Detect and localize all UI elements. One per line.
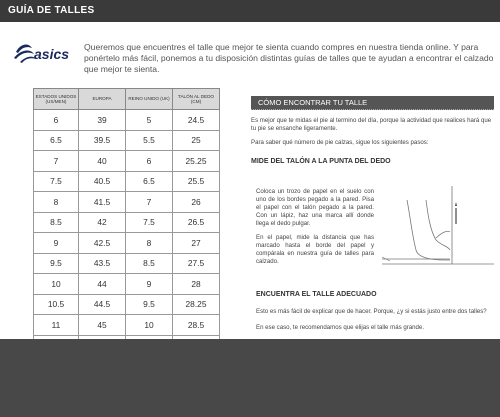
cell-uk: 9: [126, 274, 173, 295]
asics-logo: [12, 38, 74, 66]
cell-europe: 44.5: [79, 294, 126, 315]
fit-section: [256, 291, 494, 332]
table-row: [34, 315, 220, 336]
table-row: [34, 253, 220, 274]
cell-uk: 7: [126, 192, 173, 213]
cell-us: 8.5: [34, 212, 79, 233]
cell-cm: 26.5: [173, 212, 220, 233]
cell-us: 7.5: [34, 171, 79, 192]
cell-us: 9: [34, 233, 79, 254]
cell-cm: 25.25: [173, 151, 220, 172]
header-us: ESTADOS UNIDOS (US/MEN): [34, 89, 79, 110]
cell-us: 10.5: [34, 294, 79, 315]
table-header-row: [34, 89, 220, 110]
cell-uk: 10: [126, 315, 173, 336]
cell-europe: 42.5: [79, 233, 126, 254]
guide-subtext: Para saber qué número de pie calzas, sigue los siguientes pasos:: [251, 139, 429, 146]
cell-uk: 6: [126, 151, 173, 172]
cell-europe: 40: [79, 151, 126, 172]
measure-step-2: En el papel, mide la distancia que has marcado hasta el borde del papel y compárala en nuestra guía de talles para calzado.: [256, 234, 374, 265]
header-cm: TALÓN AL DEDO (CM): [173, 89, 220, 110]
cell-europe: 42: [79, 212, 126, 233]
table-row: [34, 130, 220, 151]
header-uk: REINO UNIDO (UK): [126, 89, 173, 110]
cell-cm: 27.5: [173, 253, 220, 274]
cell-us: 9.5: [34, 253, 79, 274]
cell-us: 6: [34, 110, 79, 131]
fit-text-2: En ese caso, te recomendamos que elijas el talle más grande.: [256, 324, 425, 331]
cell-cm: 28.25: [173, 294, 220, 315]
fit-heading: ENCUENTRA EL TALLE ADECUADO: [256, 291, 377, 298]
bottom-overlay: [0, 339, 500, 417]
guide-intro: Es mejor que te midas el pie al termino del día, porque la actividad que realices hará que tu pie se ensanche ligeramente.: [251, 117, 492, 132]
cell-cm: 26: [173, 192, 220, 213]
cell-cm: 25: [173, 130, 220, 151]
cell-europe: 45: [79, 315, 126, 336]
cell-us: 7: [34, 151, 79, 172]
guide-column: [251, 96, 494, 165]
table-row: [34, 171, 220, 192]
cell-cm: 24.5: [173, 110, 220, 131]
cell-europe: 41.5: [79, 192, 126, 213]
measure-steps: [256, 188, 374, 266]
cell-europe: 39: [79, 110, 126, 131]
logo-text: asics: [34, 46, 70, 62]
header-bar: [0, 0, 500, 22]
cell-europe: 44: [79, 274, 126, 295]
cell-us: 6.5: [34, 130, 79, 151]
measure-heading: MIDE DEL TALÓN A LA PUNTA DEL DEDO: [251, 158, 391, 165]
cell-uk: 6.5: [126, 171, 173, 192]
page-title: GUÍA DE TALLES: [8, 5, 95, 16]
cell-uk: 8: [126, 233, 173, 254]
cell-cm: 25.5: [173, 171, 220, 192]
fit-text: Esto es más fácil de explicar que de hacer. Porque, ¿y si estás justo entre dos talles?: [256, 308, 487, 315]
header-europe: EUROPA: [79, 89, 126, 110]
table-row: [34, 192, 220, 213]
cell-cm: 27: [173, 233, 220, 254]
cell-europe: 43.5: [79, 253, 126, 274]
measure-step-1: Coloca un trozo de papel en el suelo con uno de los bordes pegado a la pared. Pisa el papel con el talón pegado a la pared. Con un lápiz, haz una marca allí donde llega el dedo pulgar.: [256, 188, 374, 227]
cell-us: 8: [34, 192, 79, 213]
cell-cm: 28.5: [173, 315, 220, 336]
table-row: [34, 212, 220, 233]
table-row: [34, 274, 220, 295]
intro-text: Queremos que encuentres el talle que mejor te sienta cuando compres en nuestra tienda online. Y para ponértelo más fácil, ponemos a tu disposición distintas guías de talles que te ayudan a encontrar el calzado que mejor te sienta.: [84, 41, 494, 74]
table-row: [34, 151, 220, 172]
table-row: [34, 294, 220, 315]
table-row: [34, 110, 220, 131]
cell-us: 10: [34, 274, 79, 295]
table-row: [34, 233, 220, 254]
cell-uk: 7.5: [126, 212, 173, 233]
cell-uk: 8.5: [126, 253, 173, 274]
cell-uk: 9.5: [126, 294, 173, 315]
section-title: CÓMO ENCONTRAR TU TALLE: [251, 96, 494, 110]
cell-uk: 5: [126, 110, 173, 131]
cell-europe: 40.5: [79, 171, 126, 192]
cell-uk: 5.5: [126, 130, 173, 151]
foot-measure-illustration: [382, 180, 494, 272]
cell-us: 11: [34, 315, 79, 336]
cell-europe: 39.5: [79, 130, 126, 151]
cell-cm: 28: [173, 274, 220, 295]
